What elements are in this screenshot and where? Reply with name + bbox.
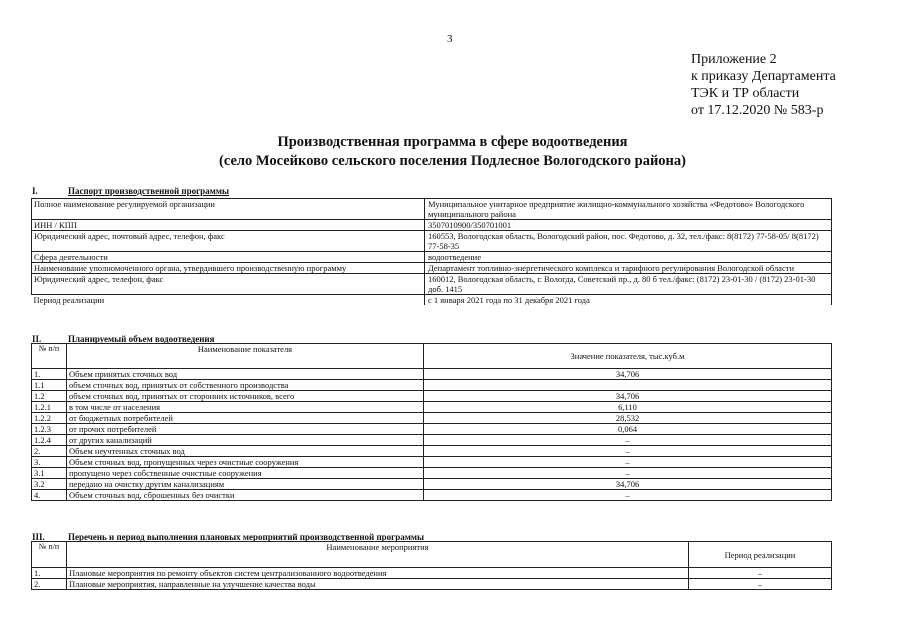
indicator-value: 6,110 <box>424 402 832 413</box>
volume-row <box>32 468 832 479</box>
header-indicator-name: Наименование показателя <box>67 344 424 369</box>
indicator-value: 0,064 <box>424 424 832 435</box>
indicator-name: от прочих потребителей <box>67 424 424 435</box>
indicator-name: от других канализаций <box>67 435 424 446</box>
passport-row <box>32 231 832 252</box>
passport-value: 160553, Вологодская область, Вологодский район, пос. Федотово, д. 32, тел./факс: 8(8172) 77-58-05/ 8(8172) 77-58-35 <box>425 231 832 252</box>
volume-row <box>32 490 832 501</box>
volume-row <box>32 380 832 391</box>
measure-row <box>32 579 832 590</box>
indicator-name: Объем сточных вод, пропущенных через очистные сооружения <box>67 457 424 468</box>
passport-label: Юридический адрес, почтовый адрес, телефон, факс <box>32 231 425 252</box>
passport-label: ИНН / КПП <box>32 220 425 231</box>
document-title-line-2: (село Мосейково сельского поселения Подлесное Вологодского района) <box>219 153 686 169</box>
row-number: 3.2 <box>32 479 67 490</box>
section-2-number: II. <box>32 334 42 344</box>
indicator-value: – <box>424 435 832 446</box>
volume-row <box>32 479 832 490</box>
measure-period: – <box>689 568 832 579</box>
appendix-block <box>691 51 836 119</box>
row-number: 1.2.3 <box>32 424 67 435</box>
volume-table <box>31 343 832 501</box>
measure-period: – <box>689 579 832 590</box>
section-3-number: III. <box>32 532 45 542</box>
indicator-name: передано на очистку другим канализациям <box>67 479 424 490</box>
indicator-name: от бюджетных потребителей <box>67 413 424 424</box>
passport-row <box>32 199 832 220</box>
header-measure-name: Наименование мероприятия <box>67 542 689 568</box>
passport-value: Департамент топливно-энергетического комплекса и тарифного регулирования Вологодской области <box>425 263 832 274</box>
volume-row <box>32 435 832 446</box>
appendix-line-1: Приложение 2 <box>691 52 777 67</box>
row-number: 1.2 <box>32 391 67 402</box>
indicator-value: – <box>424 468 832 479</box>
indicator-value: – <box>424 490 832 501</box>
passport-value: с 1 января 2021 года по 31 декабря 2021 года <box>425 295 832 306</box>
appendix-line-3: ТЭК и ТР области <box>691 86 800 101</box>
appendix-line-4: от 17.12.2020 № 583-р <box>691 103 824 118</box>
measures-table-header <box>32 542 832 568</box>
row-number: 3. <box>32 457 67 468</box>
passport-label: Полное наименование регулируемой организации <box>32 199 425 220</box>
indicator-name: в том числе от населения <box>67 402 424 413</box>
indicator-value: 34,706 <box>424 479 832 490</box>
row-number: 3.1 <box>32 468 67 479</box>
row-number: 1. <box>32 369 67 380</box>
volume-row <box>32 446 832 457</box>
header-num: № п/п <box>32 542 67 568</box>
row-number: 2. <box>32 579 67 590</box>
section-1-heading <box>32 186 229 196</box>
passport-label: Сфера деятельности <box>32 252 425 263</box>
row-number: 1. <box>32 568 67 579</box>
volume-table-header <box>32 344 832 369</box>
passport-value: Муниципальное унитарное предприятие жилищно-коммунального хозяйства «Федотово» Вологодского муниципального района <box>425 199 832 220</box>
passport-row <box>32 263 832 274</box>
measure-name: Плановые мероприятия, направленные на улучшение качества воды <box>67 579 689 590</box>
passport-row <box>32 274 832 295</box>
indicator-name: Объем неучтенных сточных вод <box>67 446 424 457</box>
passport-value: 3507010900/350701001 <box>425 220 832 231</box>
measure-name: Плановые мероприятия по ремонту объектов систем централизованного водоотведения <box>67 568 689 579</box>
indicator-name: объем сточных вод, принятых от собственного производства <box>67 380 424 391</box>
volume-row <box>32 457 832 468</box>
header-period: Период реализации <box>689 542 832 568</box>
section-2-title: Планируемый объем водоотведения <box>68 334 215 344</box>
passport-label: Период реализации <box>32 295 425 306</box>
row-number: 1.2.1 <box>32 402 67 413</box>
passport-value: водоотведение <box>425 252 832 263</box>
header-num: № п/п <box>32 344 67 369</box>
indicator-name: объем сточных вод, принятых от сторонних источников, всего <box>67 391 424 402</box>
measures-table <box>31 541 832 590</box>
page-number: 3 <box>447 33 453 45</box>
row-number: 1.2.2 <box>32 413 67 424</box>
volume-row <box>32 413 832 424</box>
volume-row <box>32 391 832 402</box>
header-indicator-value: Значение показателя, тыс.куб.м <box>424 344 832 369</box>
section-1-title: Паспорт производственной программы <box>68 186 229 196</box>
document-title-line-1: Производственная программа в сфере водоотведения <box>277 134 628 150</box>
passport-label: Наименование уполномоченного органа, утвердившего производственную программу <box>32 263 425 274</box>
passport-table <box>31 198 832 305</box>
section-3-title: Перечень и период выполнения плановых мероприятий производственной программы <box>68 532 425 542</box>
indicator-name: Объем сточных вод, сброшенных без очистки <box>67 490 424 501</box>
volume-row <box>32 369 832 380</box>
indicator-value: 28,532 <box>424 413 832 424</box>
indicator-value: – <box>424 446 832 457</box>
measure-row <box>32 568 832 579</box>
indicator-name: пропущено через собственные очистные сооружения <box>67 468 424 479</box>
indicator-value: 34,706 <box>424 369 832 380</box>
passport-row <box>32 295 832 306</box>
passport-row <box>32 220 832 231</box>
passport-row <box>32 252 832 263</box>
passport-label: Юридический адрес, телефон, факс <box>32 274 425 295</box>
passport-value: 160012, Вологодская область, г. Вологда, Советский пр., д. 80 б тел./факс: (8172) 23-01-30 / (8172) 23-01-30 доб. 1415 <box>425 274 832 295</box>
row-number: 1.2.4 <box>32 435 67 446</box>
volume-row <box>32 402 832 413</box>
indicator-name: Объем принятых сточных вод <box>67 369 424 380</box>
volume-row <box>32 424 832 435</box>
indicator-value: – <box>424 457 832 468</box>
row-number: 1.1 <box>32 380 67 391</box>
appendix-line-2: к приказу Департамента <box>691 69 836 84</box>
section-1-number: I. <box>32 186 38 196</box>
indicator-value: 34,706 <box>424 391 832 402</box>
row-number: 4. <box>32 490 67 501</box>
indicator-value <box>424 380 832 391</box>
row-number: 2. <box>32 446 67 457</box>
